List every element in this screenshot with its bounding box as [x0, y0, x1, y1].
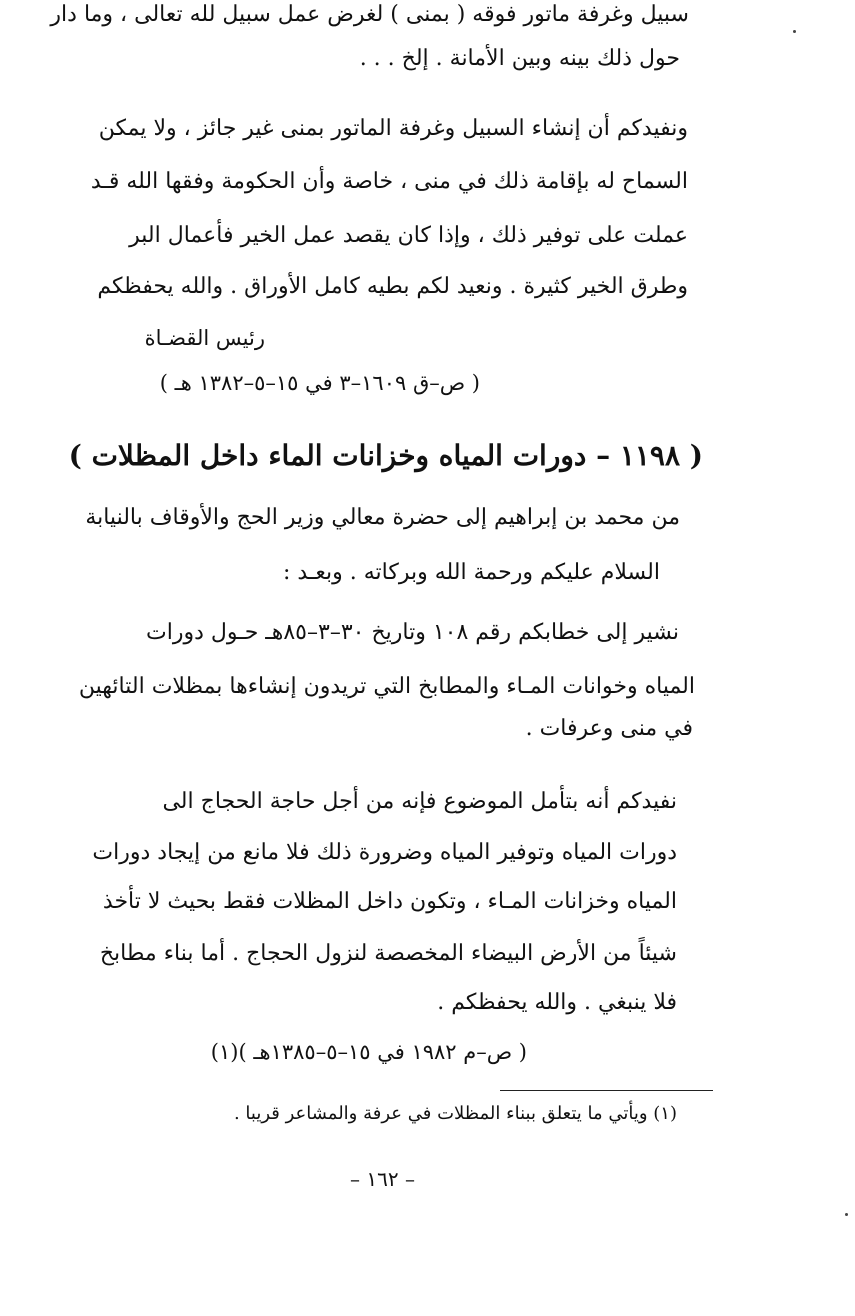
- section-heading: ( ١١٩٨ – دورات المياه وخزانات الماء داخل المظلات ): [68, 439, 703, 472]
- footnote-rule: [500, 1090, 713, 1091]
- body-line: عملت على توفير ذلك ، وإذا كان يقصد عمل الخير فأعمال البر: [129, 223, 688, 248]
- body-line: سبيل وغرفة ماتور فوقه ( بمنى ) لغرض عمل سبيل لله تعالى ، وما دار: [50, 2, 689, 27]
- address-line: من محمد بن إبراهيم إلى حضرة معالي وزير الحج والأوقاف بالنيابة: [85, 505, 680, 530]
- citation: ( ص–م ١٩٨٢ في ١٥–٥–١٣٨٥هـ )(١): [210, 1040, 527, 1064]
- citation: ( ص–ق ١٦٠٩–٣ في ١٥–٥–١٣٨٢ هـ ): [159, 371, 480, 395]
- body-line: ونفيدكم أن إنشاء السبيل وغرفة الماتور بمنى غير جائز ، ولا يمكن: [98, 116, 688, 141]
- footnote: (١) ويأتي ما يتعلق ببناء المظلات في عرفة والمشاعر قريبا .: [233, 1103, 677, 1124]
- body-line: فلا ينبغي . والله يحفظكم .: [437, 990, 677, 1015]
- body-line: نفيدكم أنه بتأمل الموضوع فإنه من أجل حاجة الحجاج الى: [162, 789, 677, 814]
- body-line: وطرق الخير كثيرة . ونعيد لكم بطيه كامل الأوراق . والله يحفظكم: [97, 274, 688, 299]
- greeting-line: السلام عليكم ورحمة الله وبركاته . وبعـد :: [283, 560, 660, 585]
- body-line: حول ذلك بينه وبين الأمانة . إلخ . . .: [359, 46, 680, 71]
- body-line: السماح له بإقامة ذلك في منى ، خاصة وأن الحكومة وفقها الله قـد: [90, 169, 688, 194]
- signature: رئيس القضـاة: [144, 326, 265, 350]
- scan-speck: [845, 1213, 848, 1216]
- body-line: نشير إلى خطابكم رقم ١٠٨ وتاريخ ٣٠–٣–٨٥هـ حـول دورات: [146, 620, 679, 645]
- body-line: دورات المياه وتوفير المياه وضرورة ذلك فلا مانع من إيجاد دورات: [92, 840, 677, 865]
- body-line: في منى وعرفات .: [525, 716, 693, 741]
- body-line: المياه وخزانات المـاء ، وتكون داخل المظلات فقط بحيث لا تأخذ: [102, 889, 677, 914]
- page-number: – ١٦٢ –: [350, 1167, 415, 1191]
- scan-speck: [793, 30, 796, 33]
- body-line: شيئاً من الأرض البيضاء المخصصة لنزول الحجاج . أما بناء مطابخ: [99, 941, 677, 966]
- body-line: المياه وخوانات المـاء والمطابخ التي تريدون إنشاءها بمظلات التائهين: [78, 674, 695, 699]
